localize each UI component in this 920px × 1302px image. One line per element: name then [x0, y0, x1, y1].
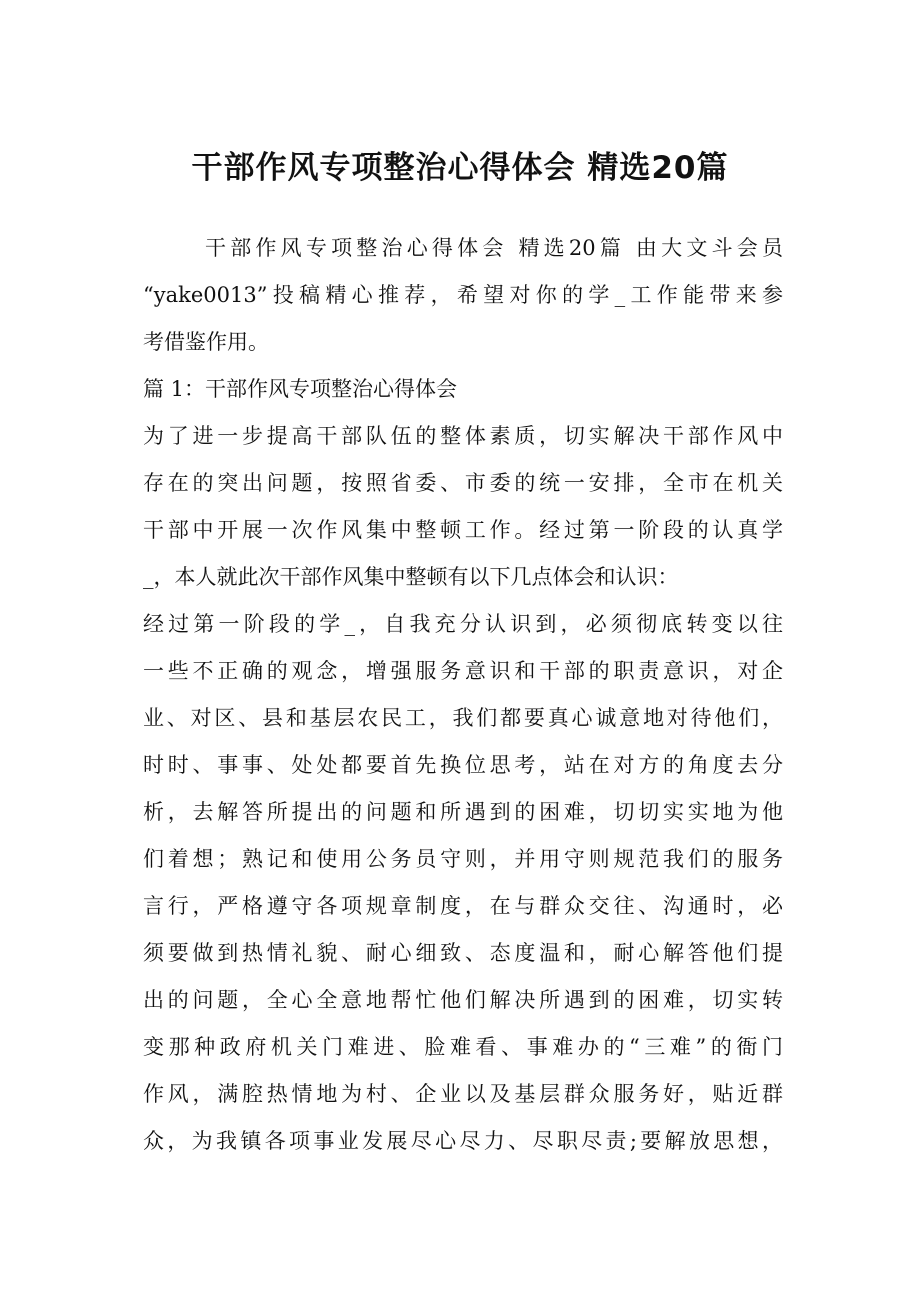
paragraph-line: 们着想；熟记和使用公务员守则，并用守则规范我们的服务 [143, 847, 783, 871]
paragraph-line: 变那种政府机关门难进、脸难看、事难办的“三难”的衙门 [143, 1035, 783, 1059]
section-heading: 篇 1：干部作风专项整治心得体会 [143, 377, 458, 401]
paragraph-line: 时时、事事、处处都要首先换位思考，站在对方的角度去分 [143, 753, 783, 777]
paragraph-line: 言行，严格遵守各项规章制度，在与群众交往、沟通时，必 [143, 894, 783, 918]
paragraph-line: 众，为我镇各项事业发展尽心尽力、尽职尽责;要解放思想， [143, 1129, 783, 1153]
intro-line-1: 干部作风专项整治心得体会 精选20篇 由大文斗会员 [205, 236, 783, 260]
paragraph-line: 存在的突出问题，按照省委、市委的统一安排，全市在机关 [143, 471, 783, 495]
intro-line-3: 考借鉴作用。 [143, 330, 269, 354]
paragraph-line: 业、对区、县和基层农民工，我们都要真心诚意地对待他们， [143, 706, 783, 730]
paragraph-line: _，本人就此次干部作风集中整顿有以下几点体会和认识： [143, 565, 679, 589]
paragraph-line: 干部中开展一次作风集中整顿工作。经过第一阶段的认真学 [143, 518, 783, 542]
document-body [143, 225, 783, 1165]
paragraph-line: 出的问题，全心全意地帮忙他们解决所遇到的困难，切实转 [143, 988, 783, 1012]
document-title: 干部作风专项整治心得体会 精选20篇 [191, 150, 729, 186]
intro-line-2: “yake0013”投稿精心推荐，希望对你的学_工作能带来参 [143, 283, 783, 307]
paragraph-line: 经过第一阶段的学_，自我充分认识到，必须彻底转变以往 [143, 612, 783, 636]
paragraph-line: 须要做到热情礼貌、耐心细致、态度温和，耐心解答他们提 [143, 941, 783, 965]
paragraph-line: 为了进一步提高干部队伍的整体素质，切实解决干部作风中 [143, 424, 783, 448]
paragraph-line: 作风，满腔热情地为村、企业以及基层群众服务好，贴近群 [143, 1082, 783, 1106]
paragraph-line: 析，去解答所提出的问题和所遇到的困难，切切实实地为他 [143, 800, 783, 824]
paragraph-line: 一些不正确的观念，增强服务意识和干部的职责意识，对企 [143, 659, 783, 683]
